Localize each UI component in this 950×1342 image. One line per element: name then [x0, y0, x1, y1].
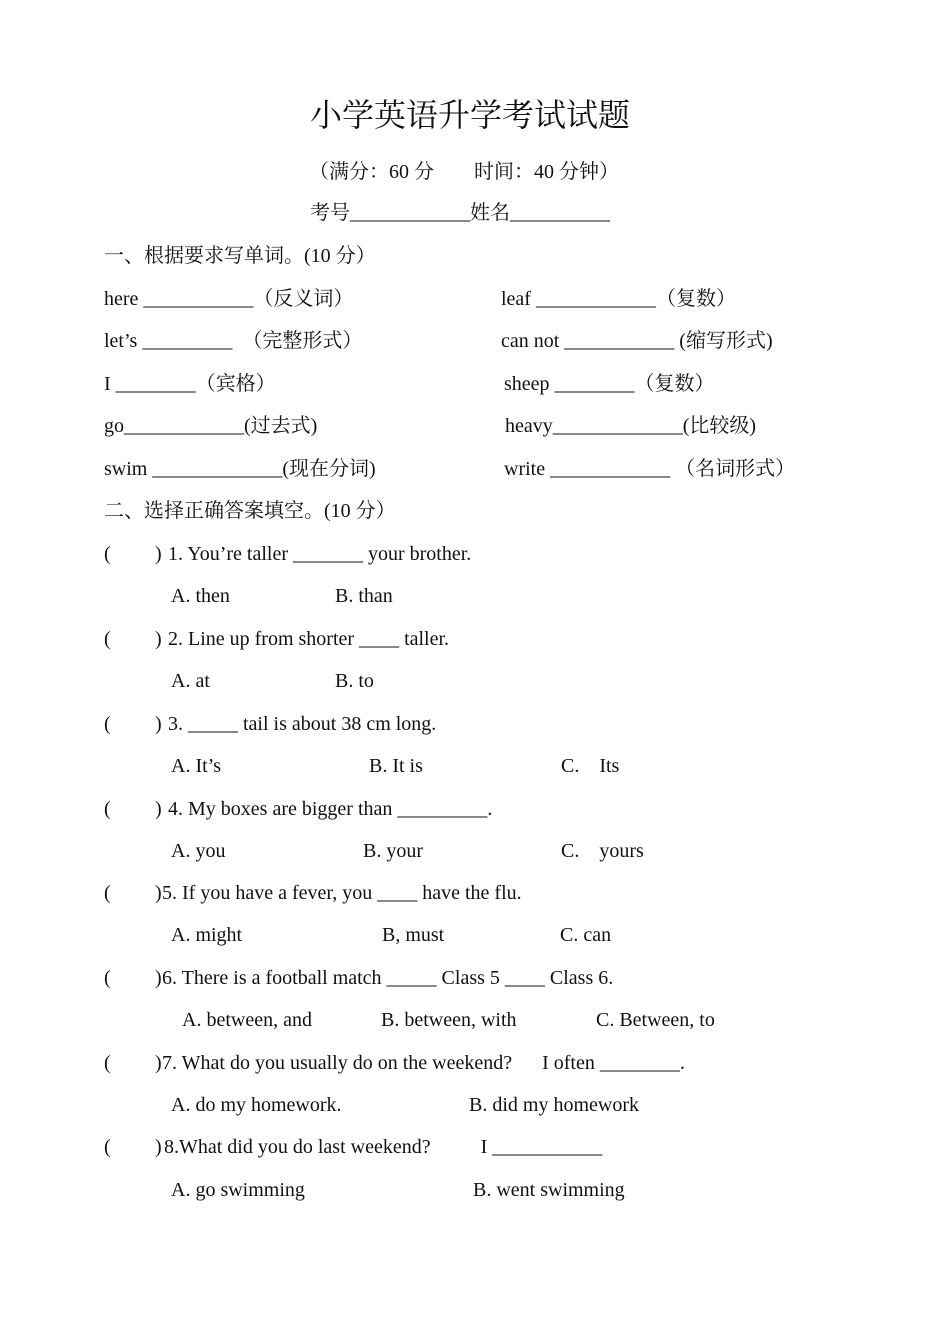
question-3: 3. _____ tail is about 38 cm long.	[168, 713, 437, 735]
word-item-3-right: sheep ________（复数）	[504, 373, 715, 395]
question-8: 8.What did you do last weekend? I ___________	[164, 1136, 603, 1158]
word-item-2-right: can not ___________ (缩写形式)	[501, 330, 773, 352]
question-5: 5. If you have a fever, you ____ have the flu.	[162, 882, 522, 904]
word-item-2-left: let’s _________ （完整形式）	[104, 330, 363, 352]
option-6b: B. between, with	[381, 1009, 517, 1031]
word-item-5-left: swim _____________(现在分词)	[104, 458, 376, 480]
section-2-heading: 二、选择正确答案填空。(10 分）	[104, 500, 396, 522]
answer-paren-close: )	[155, 1052, 162, 1074]
answer-paren-open: (	[104, 628, 111, 650]
option-7b: B. did my homework	[469, 1094, 639, 1116]
exam-info: （满分：60 分 时间：40 分钟）	[309, 161, 619, 183]
option-4a: A. you	[171, 840, 226, 862]
option-2a: A. at	[171, 670, 210, 692]
word-item-4-right: heavy_____________(比较级)	[505, 415, 757, 437]
answer-paren-open: (	[104, 1052, 111, 1074]
option-1a: A. then	[171, 585, 230, 607]
option-1b: B. than	[335, 585, 393, 607]
id-name-line: 考号____________姓名__________	[310, 202, 610, 224]
option-3a: A. It’s	[171, 755, 221, 777]
word-item-1-right: leaf ____________（复数）	[501, 288, 736, 310]
word-item-5-right: write ____________ （名词形式）	[504, 458, 796, 480]
answer-paren-open: (	[104, 1136, 111, 1158]
word-item-1-left: here ___________（反义词）	[104, 288, 354, 310]
answer-paren-open: (	[104, 798, 111, 820]
word-item-3-left: I ________（宾格）	[104, 373, 276, 395]
question-7: 7. What do you usually do on the weekend? I often ________.	[162, 1052, 685, 1074]
option-3c: C. Its	[561, 755, 620, 777]
answer-paren-close: )	[155, 798, 162, 820]
answer-paren-open: (	[104, 713, 111, 735]
option-4c: C. yours	[561, 840, 644, 862]
question-4: 4. My boxes are bigger than _________.	[168, 798, 493, 820]
answer-paren-open: (	[104, 543, 111, 565]
option-6a: A. between, and	[182, 1009, 312, 1031]
option-8b: B. went swimming	[473, 1179, 625, 1201]
option-5a: A. might	[171, 924, 243, 946]
answer-paren-close: )	[155, 882, 162, 904]
question-1: 1. You’re taller _______ your brother.	[168, 543, 472, 565]
answer-paren-close: )	[155, 967, 162, 989]
answer-paren-open: (	[104, 882, 111, 904]
option-7a: A. do my homework.	[171, 1094, 342, 1116]
word-item-4-left: go____________(过去式)	[104, 415, 318, 437]
answer-paren-close: )	[155, 713, 162, 735]
question-6: 6. There is a football match _____ Class 5 ____ Class 6.	[162, 967, 614, 989]
section-1-heading: 一、根据要求写单词。(10 分）	[104, 245, 376, 267]
option-3b: B. It is	[369, 755, 423, 777]
page-title: 小学英语升学考试试题	[310, 97, 631, 133]
answer-paren-close: )	[155, 628, 162, 650]
option-2b: B. to	[335, 670, 374, 692]
question-2: 2. Line up from shorter ____ taller.	[168, 628, 450, 650]
answer-paren-open: (	[104, 967, 111, 989]
option-4b: B. your	[363, 840, 423, 862]
answer-paren-close: )	[155, 543, 162, 565]
option-5b: B, must	[382, 924, 445, 946]
option-8a: A. go swimming	[171, 1179, 305, 1201]
option-5c: C. can	[560, 924, 612, 946]
answer-paren-close: )	[155, 1136, 162, 1158]
option-6c: C. Between, to	[596, 1009, 715, 1031]
